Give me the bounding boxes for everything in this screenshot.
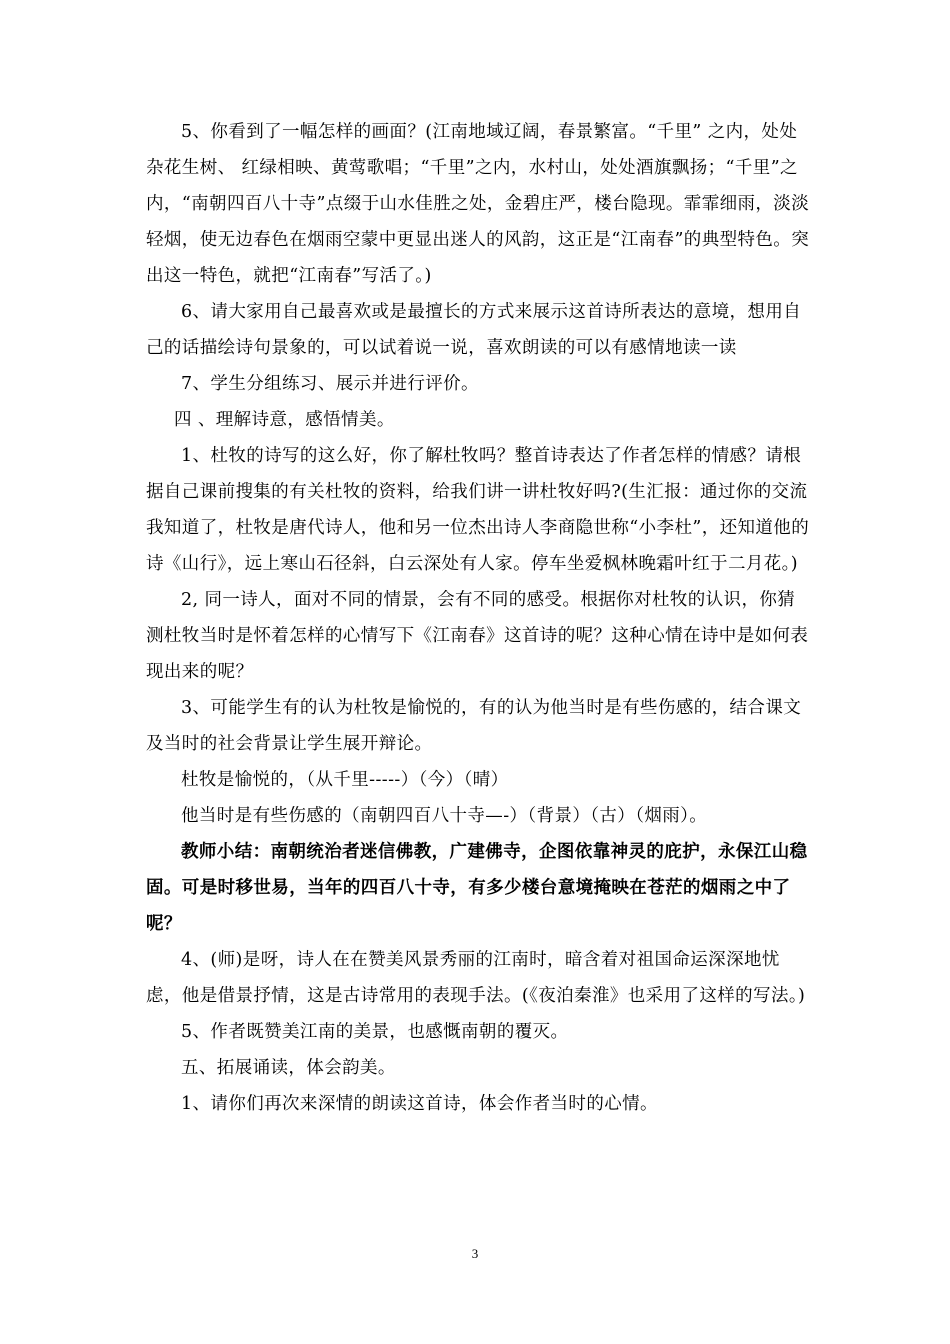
paragraph-item-7-group-practice: 7、学生分组练习、展示并进行评价。 [181,374,479,394]
paragraph-item-5-picture: 5、你看到了一幅怎样的画面？(江南地域辽阔，春景繁富。“千里” 之内，处处杂花生树、 红绿相映、黄莺歌唱；“千里”之内，水村山，处处酒旗飘扬；“千里”之内，“南朝四百八十寺”点缀于山水佳胜之处，金碧庄严，楼台隐现。霏霏细雨，淡淡轻烟，使无边春色在烟雨空蒙中更显出迷人的风韵，这正是“江南春”的典型特色。突出这一特色，就把“江南春”写活了。) [146,122,810,286]
paragraph-item-3-debate: 3、可能学生有的认为杜牧是愉悦的，有的认为他当时是有些伤感的，结合课文及当时的社会背景让学生展开辩论。 [146,698,802,754]
paragraph-item-1-du-mu: 1、杜牧的诗写的这么好，你了解杜牧吗？整首诗表达了作者怎样的情感？请根据自己课前搜集的有关杜牧的资料，给我们讲一讲杜牧好吗?(生汇报：通过你的交流我知道了，杜牧是唐代诗人，他和另一位杰出诗人李商隐世称“小李杜”，还知道他的诗《山行》，远上寒山石径斜，白云深处有人家。停车坐爱枫林晚霜叶红于二月花。) [146,446,810,574]
paragraph-view-joyful: 杜牧是愉悦的，（从千里-----）（今）（晴） [181,770,509,790]
paragraph-item-5-praise: 5、作者既赞美江南的美景，也感慨南朝的覆灭。 [181,1022,569,1042]
paragraph-item-4-teacher: 4、(师)是呀，诗人在在赞美风景秀丽的江南时，暗含着对祖国命运深深地忧虑，他是借景抒情，这是古诗常用的表现手法。(《夜泊秦淮》也采用了这样的写法。) [146,950,806,1006]
paragraph-item-1-read-again: 1、请你们再次来深情的朗读这首诗，体会作者当时的心情。 [181,1094,658,1114]
section-heading-5: 五、拓展诵读，体会韵美。 [181,1058,396,1078]
paragraph-item-2-same-poet: 2, 同一诗人，面对不同的情景，会有不同的感受。根据你对杜牧的认识，你猜测杜牧当时是怀着怎样的心情写下《江南春》这首诗的呢？这种心情在诗中是如何表现出来的呢？ [146,590,809,682]
page-number: 3 [471,1246,479,1261]
paragraph-item-6-show-mood: 6、请大家用自己最喜欢或是最擅长的方式来展示这首诗所表达的意境，想用自己的话描绘诗句景象的，可以试着说一说，喜欢朗读的可以有感情地读一读 [146,302,802,358]
page-body [146,114,810,1122]
teacher-summary: 教师小结：南朝统治者迷信佛教，广建佛寺，企图依靠神灵的庇护，永保江山稳固。可是时移世易，当年的四百八十寺，有多少楼台意境掩映在苍茫的烟雨之中了呢？ [146,842,808,934]
section-heading-4: 四 、理解诗意，感悟情美。 [174,410,395,430]
paragraph-view-sad: 他当时是有些伤感的（南朝四百八十寺—-）（背景）（古）（烟雨）。 [181,806,708,826]
